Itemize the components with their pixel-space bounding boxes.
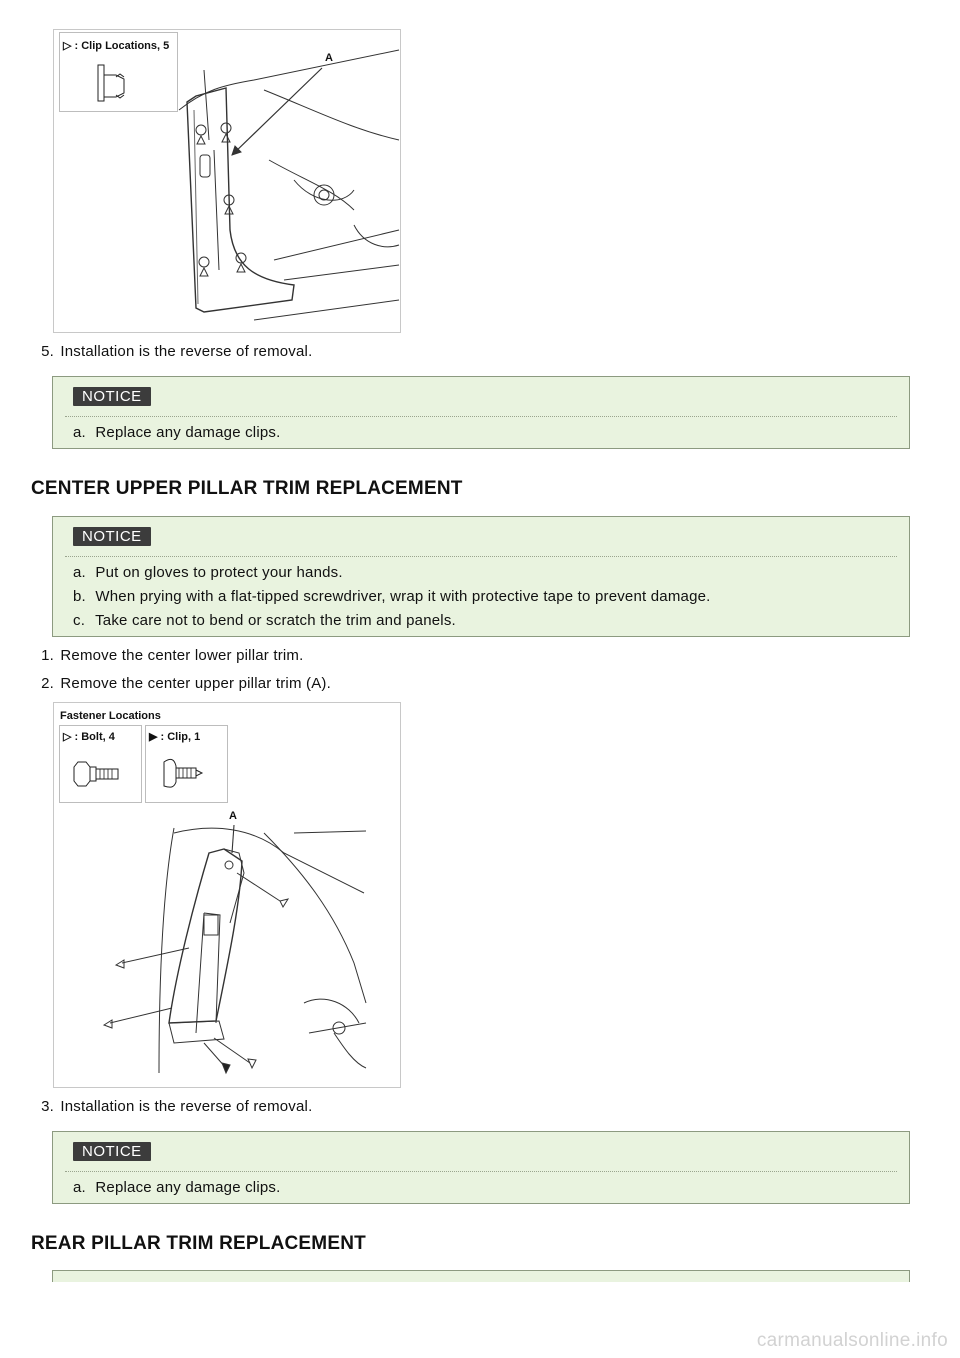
notice-divider: [65, 1171, 897, 1172]
notice-item-letter: c.: [73, 612, 86, 629]
notice-box-1: [52, 376, 910, 449]
step-3-text: Installation is the reverse of removal.: [60, 1098, 313, 1115]
clip-legend-label: ▷ : Clip Locations, 5: [63, 40, 170, 52]
step-2-number: 2.: [41, 675, 54, 692]
notice-box-2: [52, 516, 910, 637]
step-1-number: 1.: [41, 647, 54, 664]
notice-divider: [65, 416, 897, 417]
section-title-center-upper-pillar: CENTER UPPER PILLAR TRIM REPLACEMENT: [31, 478, 463, 499]
notice-item-text: Take care not to bend or scratch the trim and panels.: [95, 612, 456, 629]
step-1: [34, 647, 304, 664]
bolt-legend-label: ▷ : Bolt, 4: [63, 731, 115, 743]
notice-item: [73, 612, 456, 629]
notice-item-letter: a.: [73, 1179, 86, 1196]
step-3-number: 3.: [41, 1098, 54, 1115]
notice-item-text: Put on gloves to protect your hands.: [95, 564, 343, 581]
clip-legend-label: ▶ : Clip, 1: [149, 731, 201, 743]
callout-a: A: [325, 52, 333, 64]
notice-item: [73, 1179, 280, 1196]
notice-item-text: When prying with a flat-tipped screwdriver, wrap it with protective tape to prevent damage.: [95, 588, 711, 605]
callout-a: A: [229, 810, 237, 822]
step-2: [34, 675, 331, 692]
notice-item-text: Replace any damage clips.: [95, 1179, 281, 1196]
notice-badge: NOTICE: [73, 1142, 151, 1161]
center-pillar-drawing: [54, 703, 400, 1087]
notice-badge: NOTICE: [73, 387, 151, 406]
fastener-locations-title: Fastener Locations: [60, 710, 161, 722]
notice-badge: NOTICE: [73, 527, 151, 546]
notice-divider: [65, 556, 897, 557]
watermark: carmanualsonline.info: [756, 1330, 948, 1351]
notice-item-letter: a.: [73, 564, 86, 581]
notice-item-letter: b.: [73, 588, 86, 605]
step-5-number: 5.: [41, 343, 54, 360]
notice-box-4-partial: [52, 1270, 910, 1282]
step-1-text: Remove the center lower pillar trim.: [60, 647, 304, 664]
notice-item-letter: a.: [73, 424, 86, 441]
pillar-trim-drawing: [54, 30, 400, 332]
notice-item-text: Replace any damage clips.: [95, 424, 281, 441]
step-2-text: Remove the center upper pillar trim (A).: [60, 675, 331, 692]
figure-clip-locations: [53, 29, 401, 333]
notice-item: [73, 424, 280, 441]
section-title-rear-pillar: REAR PILLAR TRIM REPLACEMENT: [31, 1233, 366, 1254]
notice-item: [73, 588, 711, 605]
step-3: [34, 1098, 312, 1115]
notice-item: [73, 564, 343, 581]
step-5-text: Installation is the reverse of removal.: [60, 343, 313, 360]
step-5: [34, 343, 312, 360]
figure-fastener-locations: [53, 702, 401, 1088]
notice-box-3: [52, 1131, 910, 1204]
